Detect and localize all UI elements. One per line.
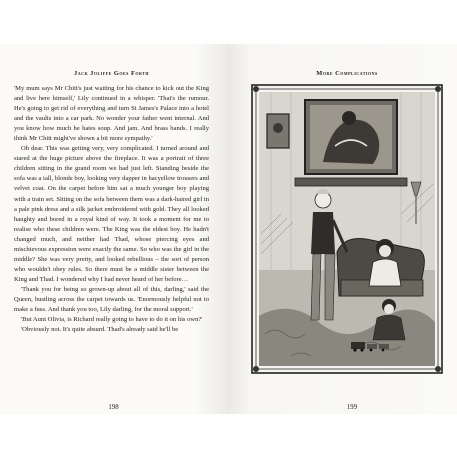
running-head-left: Jack Joliffe Goes Forth (74, 70, 149, 77)
portrait-room-illustration (251, 84, 443, 374)
paragraph: 'But Aunt Olivia, is Richard really going to have to do it on his own?' (21, 316, 203, 324)
left-page (0, 44, 227, 414)
page-number-right: 199 (346, 404, 358, 411)
right-page (227, 44, 457, 414)
paragraph: 'My mum says Mr Chitt's just waiting for his chance to kick out the King and live here himself,' Lily continued in a whisper. 'That's the rumour. He's going to get rid of everything and turn St James's Palace into a hotel and the vaults into a car park. No wonder your father went internal. And you know how much he hates soup. And jam. And brass bands. I really think Mr Chitt might've shown a bit more sympathy.' (14, 85, 209, 143)
page-number-left: 198 (108, 404, 119, 411)
paragraph: 'Obviously not. It's quite absurd. Thad's already said he'll be (21, 326, 179, 334)
paragraph: 'Thank you for being so grown-up about all of this, darling,' said the Queen, bustling across the carpet towards us. 'Enormously helpful not to make a fuss. And thank you too, Lily darling, for the moral support.' (14, 285, 209, 314)
open-book-spread (0, 44, 457, 414)
running-head-right: More Complications (316, 70, 378, 77)
left-page-text (14, 84, 209, 335)
paragraph: Oh dear. This was getting very, very complicated. I turned around and stared at the huge picture above the fireplace. It was a portrait of three children sitting in the grand room we had just left. Standing beside the sofa was a tall, blonde boy, looking very dapper in hacyellow trousers and velvet coat. On the carpet before him sat a much younger boy playing with a train set. Sitting on the sofa between them was a dark-haired girl in a pale pink dress and a silk jacket embroidered with gold. They all looked haughty and bored in a royal kind of way. It took a moment for me to realise who these children were. The King was the eldest boy. He hadn't changed much, and neither had Thad, whose piercing eyes and mischievous expression were exactly the same. So who was the girl in the middle? She was very pretty, and looked rebellious – the sort of person who wouldn't obey rules. So there must be a middle sister between the King and Thad. I wondered why I had never heard of her before… (14, 145, 209, 283)
